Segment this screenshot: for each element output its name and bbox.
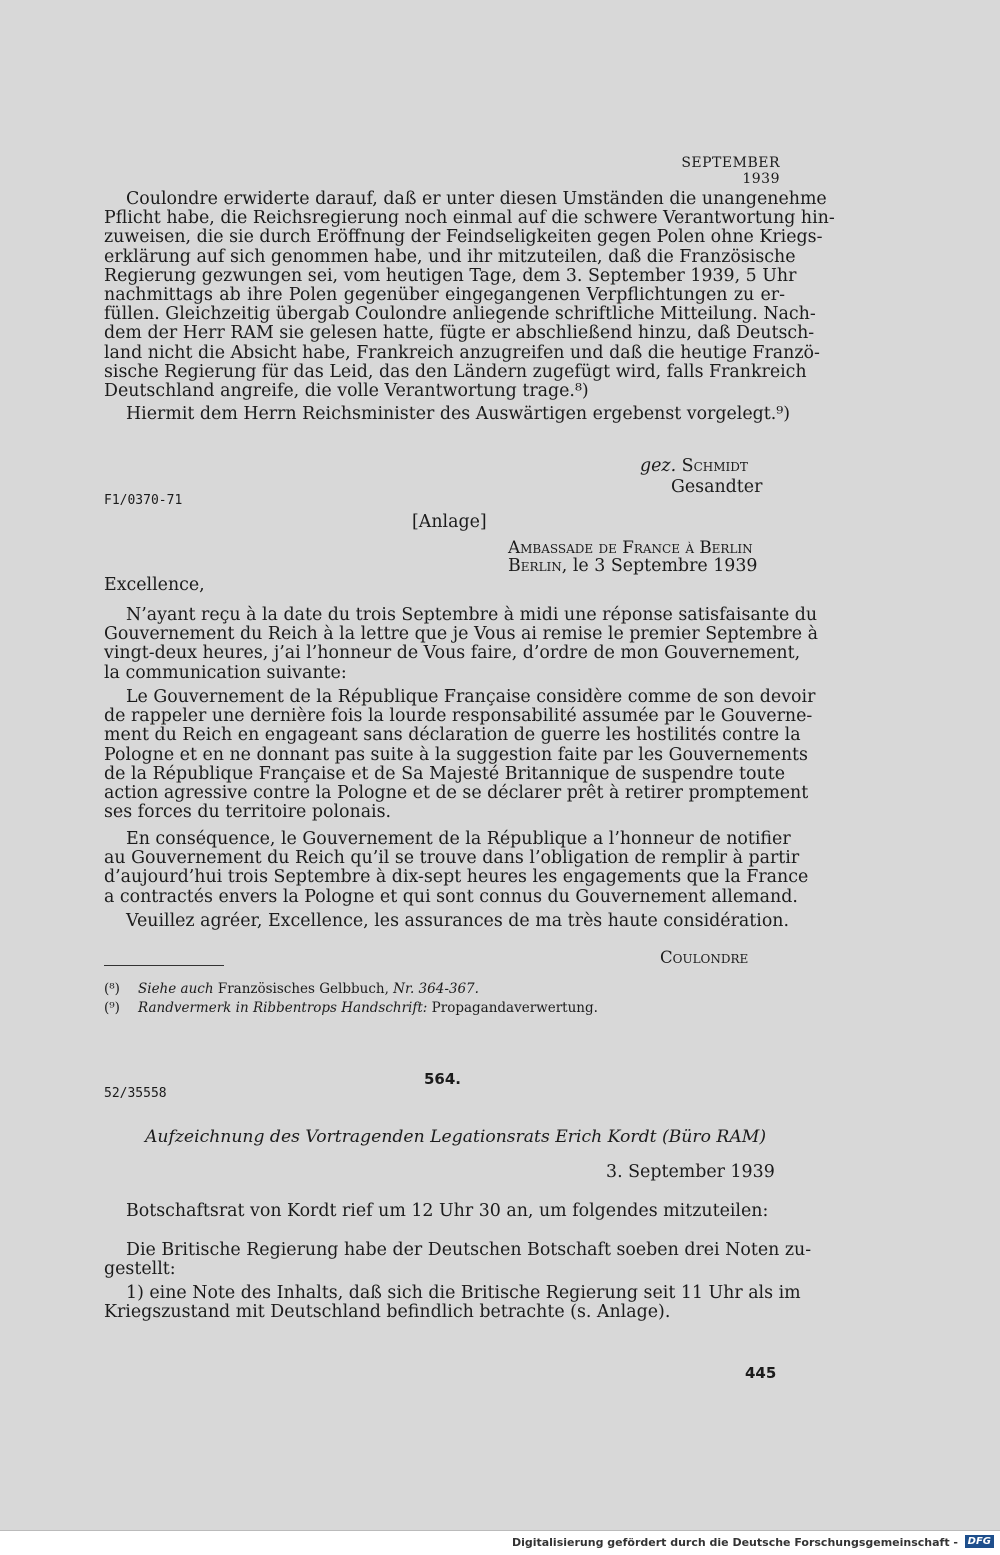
text-line: ment du Reich en engageant sans déclaration de guerre les hostilités contre la [104, 725, 801, 746]
text-line: nachmittags ab ihre Polen gegenüber eingegangenen Verpflichtungen zu er- [104, 285, 785, 306]
footnote-mark: (⁹) [104, 1000, 120, 1016]
text-line: Pologne et en ne donnant pas suite à la suggestion faite par les Gouvernements [104, 744, 808, 765]
text-line: sische Regierung für das Leid, das den Ländern zugefügt wird, falls Frankreich [104, 361, 807, 382]
text-line: Deutschland angreife, die volle Verantwortung trage.⁸) [104, 381, 589, 402]
footnote-italic: Siehe auch [138, 981, 214, 997]
salutation: Excellence, [104, 575, 205, 595]
text-line: action agressive contre la Pologne et de se déclarer prêt à retirer promptement [104, 783, 809, 804]
report-item-1 [104, 1283, 801, 1323]
footnote-rule [104, 965, 224, 966]
text-line: zuweisen, die sie durch Eröffnung der Feindseligkeiten gegen Polen ohne Kriegs- [104, 227, 823, 248]
footer-bar [0, 1530, 1000, 1555]
footnote-9 [104, 999, 598, 1018]
report-paragraph [104, 189, 835, 402]
file-reference: 52/35558 [104, 1086, 167, 1101]
text-line: la communication suivante: [104, 662, 347, 683]
letter-paragraph-1 [104, 605, 818, 683]
anlage-heading: [Anlage] [412, 512, 487, 532]
signature-prefix: gez. [640, 456, 677, 476]
text-line: gestellt: [104, 1259, 176, 1280]
closing-formula: Veuillez agréer, Excellence, les assurances de ma très haute considération. [126, 911, 790, 931]
text-line: dem der Herr RAM sie gelesen hatte, fügte er abschließend hinzu, daß Deutsch- [104, 323, 815, 344]
place-date-line [508, 557, 757, 576]
dfg-logo: DFG [965, 1535, 994, 1548]
text-line: au Gouvernement du Reich qu’il se trouve dans l’obligation de remplir à partir [104, 848, 800, 869]
text-line: N’ayant reçu à la date du trois Septembre à midi une réponse satisfaisante du [126, 605, 818, 625]
footer-credit: Digitalisierung gefördert durch die Deutsche Forschungsgemeinschaft - [511, 1536, 958, 1549]
text-line: En conséquence, le Gouvernement de la République a l’honneur de notifier [126, 829, 791, 849]
letter-signature: Coulondre [660, 948, 749, 967]
text-line: füllen. Gleichzeitig übergab Coulondre anliegende schriftliche Mitteilung. Nach- [104, 304, 816, 325]
place-name: Berlin [508, 556, 562, 576]
text-line: erklärung auf sich genommen habe, und ihr mitzuteilen, daß die Französische [104, 246, 796, 267]
text-line: de la République Française et de Sa Majesté Britannique de suspendre toute [104, 763, 785, 784]
signature-name: Schmidt [681, 456, 748, 476]
text-line: Le Gouvernement de la République Française considère comme de son devoir [126, 687, 816, 707]
letter-paragraph-2 [104, 687, 816, 823]
text-line: ses forces du territoire polonais. [104, 802, 392, 823]
footnote-text: Französisches Gelbbuch, [213, 981, 389, 997]
report-paragraph [104, 1240, 812, 1280]
text-line: land nicht die Absicht habe, Frankreich anzugreifen und daß die heutige Franzö- [104, 342, 820, 363]
report-intro: Botschaftsrat von Kordt rief um 12 Uhr 30 an, um folgendes mitzuteilen: [126, 1201, 769, 1221]
footnote-8 [104, 980, 479, 999]
file-reference: F1/0370-71 [104, 493, 183, 508]
letter-date: , le 3 Septembre 1939 [561, 556, 758, 576]
letter-paragraph-3 [104, 829, 809, 907]
document-title: Aufzeichnung des Vortragenden Legationsrats Erich Kordt (Büro RAM) [145, 1127, 767, 1147]
text-line: Coulondre erwiderte darauf, daß er unter diesen Umständen die unangenehme [126, 189, 827, 209]
signature-title: Gesandter [671, 477, 763, 497]
text-line: Die Britische Regierung habe der Deutschen Botschaft soeben drei Noten zu- [126, 1240, 812, 1260]
submission-note: Hiermit dem Herrn Reichsminister des Auswärtigen ergebenst vorgelegt.⁹) [126, 404, 791, 424]
text-line: a contractés envers la Pologne et qui sont connus du Gouvernement allemand. [104, 886, 798, 907]
text-line: 1) eine Note des Inhalts, daß sich die Britische Regierung seit 11 Uhr als im [126, 1283, 801, 1303]
footnote-mark: (⁸) [104, 981, 120, 997]
signature-line [640, 457, 800, 476]
text-line: de rappeler une dernière fois la lourde responsabilité assumée par le Gouverne- [104, 706, 813, 727]
text-line: d’aujourd’hui trois Septembre à dix-sept heures les engagements que la France [104, 867, 809, 888]
page-number: 445 [745, 1364, 777, 1382]
running-head: SEPTEMBER 1939 [681, 155, 780, 187]
footnote-italic: Nr. 364-367. [388, 981, 479, 997]
text-line: Regierung gezwungen sei, vom heutigen Tage, dem 3. September 1939, 5 Uhr [104, 265, 797, 286]
text-line: vingt-deux heures, j’ai l’honneur de Vous faire, d’ordre de mon Gouvernement, [104, 643, 801, 664]
footnote-text: Propagandaverwertung. [427, 1000, 598, 1016]
embassy-line: Ambassade de France à Berlin [508, 537, 753, 557]
document-number: 564. [424, 1070, 462, 1088]
text-line: Kriegszustand mit Deutschland befindlich betrachte (s. Anlage). [104, 1302, 671, 1323]
footnote-italic: Randvermerk in Ribbentrops Handschrift: [138, 1000, 428, 1016]
text-line: Gouvernement du Reich à la lettre que je Vous ai remise le premier Septembre à [104, 624, 818, 645]
document-date: 3. September 1939 [606, 1162, 775, 1182]
text-line: Pflicht habe, die Reichsregierung noch einmal auf die schwere Verantwortung hin- [104, 208, 835, 229]
